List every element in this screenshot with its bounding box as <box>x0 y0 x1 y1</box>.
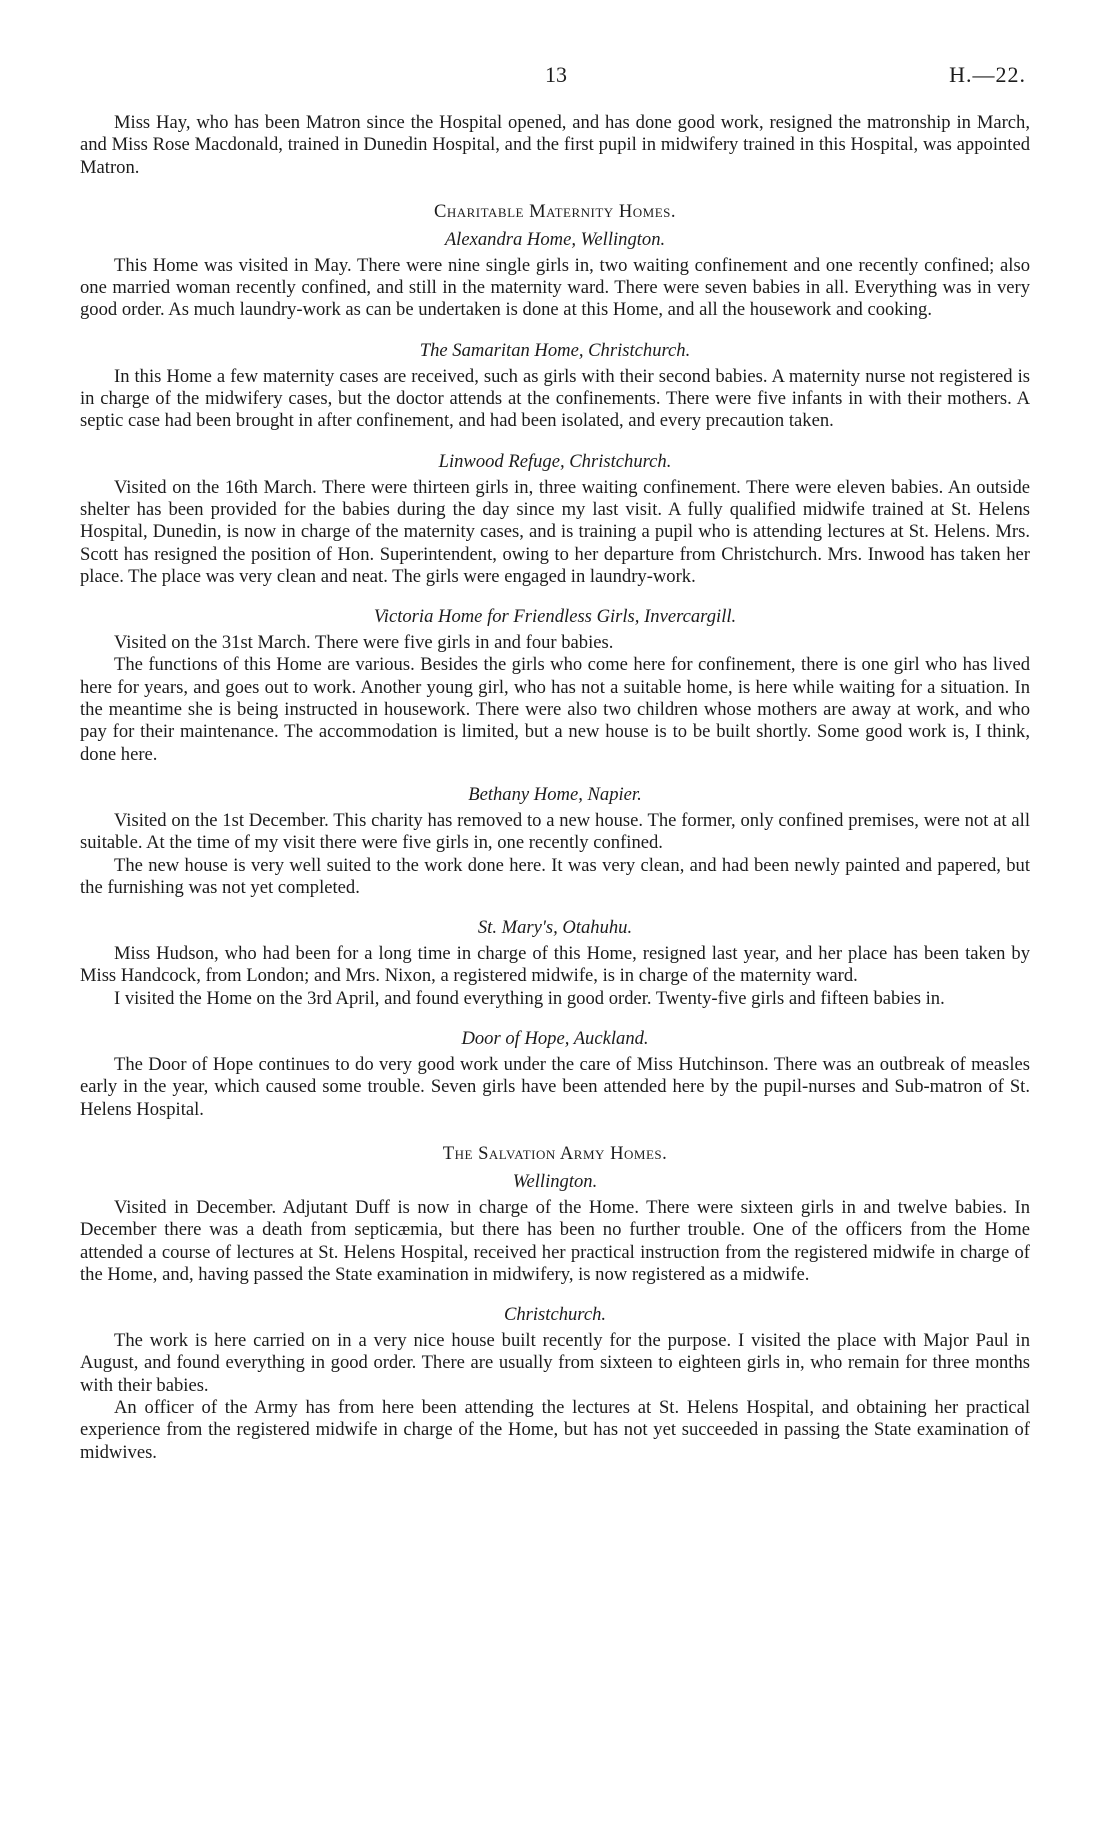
paragraph-bethany-home-2: The new house is very well suited to the work done here. It was very clean, and had been newly painted and papered, but the furnishing was not yet completed. <box>80 854 1030 898</box>
paragraph-salvation-christchurch-2: An officer of the Army has from here been attending the lectures at St. Helens Hospital, and obtaining her practical experience from the registered midwife in charge of the Home, but has not yet succeeded in passing the State examination of midwives. <box>80 1396 1030 1463</box>
subheading-door-of-hope: Door of Hope, Auckland. <box>461 1028 649 1050</box>
subheading-victoria-home: Victoria Home for Friendless Girls, Invercargill. <box>373 606 737 628</box>
paragraph-samaritan-home: In this Home a few maternity cases are received, such as girls with their second babies. A maternity nurse not registered is in charge of the midwifery cases, but the doctor attends at the confinements. There were five infants in with their mothers. A septic case had been brought in after confinement, and had been isolated, and every precaution taken. <box>80 365 1030 432</box>
section-heading-charitable-maternity-homes: Charitable Maternity Homes. <box>433 200 677 222</box>
paragraph-salvation-christchurch-1: The work is here carried on in a very nice house built recently for the purpose. I visited the place with Major Paul in August, and found everything in good order. There are usually from sixteen to eighteen girls in, who remain for three months with their babies. <box>80 1330 1030 1396</box>
document-reference: H.—22. <box>949 62 1026 87</box>
paragraph-st-marys-2: I visited the Home on the 3rd April, and found everything in good order. Twenty-five girls and fifteen babies in. <box>114 987 945 1009</box>
paragraph-salvation-wellington: Visited in December. Adjutant Duff is now in charge of the Home. There were sixteen girls in and twelve babies. In December there was a death from septicæmia, but there has been no further trouble. One of the officers from the Home attended a course of lectures at St. Helens Hospital, received her practical instruction from the registered midwife in charge of the Home, and, having passed the State examination in midwifery, is now registered as a midwife. <box>80 1196 1030 1285</box>
page-number: 13 <box>545 62 567 87</box>
page-header <box>0 62 1114 92</box>
subheading-bethany-home: Bethany Home, Napier. <box>468 783 642 805</box>
subheading-alexandra-home: Alexandra Home, Wellington. <box>444 228 666 250</box>
paragraph-st-marys-1: Miss Hudson, who had been for a long time in charge of this Home, resigned last year, and her place has been taken by Miss Handcock, from London; and Mrs. Nixon, a registered midwife, is in charge of the maternity ward. <box>80 943 1030 987</box>
paragraph-door-of-hope: The Door of Hope continues to do very good work under the care of Miss Hutchinson. There was an outbreak of measles early in the year, which caused some trouble. Seven girls have been attended here by the pupil-nurses and Sub-matron of St. Helens Hospital. <box>80 1054 1030 1120</box>
paragraph-victoria-home-1: Visited on the 31st March. There were five girls in and four babies. <box>114 632 614 654</box>
paragraph-victoria-home-2: The functions of this Home are various. Besides the girls who come here for confinement, there is one girl who has lived here for years, and goes out to work. Another young girl, who has not a suitable home, is here while waiting for a situation. In the meantime she is being instructed in housework. There were also two children whose mothers are away at work, and who pay for their maintenance. The accommodation is limited, but a new house is to be built shortly. Some good work is, I think, done here. <box>80 654 1030 765</box>
subheading-salvation-wellington: Wellington. <box>512 1170 598 1192</box>
paragraph-bethany-home-1: Visited on the 1st December. This charity has removed to a new house. The former, only confined premises, were not at all suitable. At the time of my visit there were five girls in, one recently confined. <box>80 809 1030 854</box>
subheading-samaritan-home: The Samaritan Home, Christchurch. <box>419 339 691 361</box>
paragraph-alexandra-home: This Home was visited in May. There were nine single girls in, two waiting confinement and one recently confined; also one married woman recently confined, and still in the maternity ward. There were seven babies in all. Everything was in very good order. As much laundry-work as can be undertaken is done at this Home, and all the housework and cooking. <box>80 254 1030 321</box>
subheading-st-marys: St. Mary's, Otahuhu. <box>477 917 633 939</box>
paragraph-linwood-refuge: Visited on the 16th March. There were thirteen girls in, three waiting confinement. There were eleven babies. An outside shelter has been provided for the babies during the day since my last visit. A fully qualified midwife trained at St. Helens Hospital, Dunedin, is now in charge of the maternity cases, and is training a pupil who is attending lectures at St. Helens. Mrs. Scott has resigned the position of Hon. Superintendent, owing to her departure from Christchurch. Mrs. Inwood has taken her place. The place was very clean and neat. The girls were engaged in laundry-work. <box>80 476 1030 587</box>
intro-paragraph: Miss Hay, who has been Matron since the Hospital opened, and has done good work, resigned the matronship in March, and Miss Rose Macdonald, trained in Dunedin Hospital, and the first pupil in midwifery trained in this Hospital, was appointed Matron. <box>80 112 1030 178</box>
page-body <box>80 112 1030 1464</box>
subheading-linwood-refuge: Linwood Refuge, Christchurch. <box>438 450 672 472</box>
section-heading-salvation-army-homes: The Salvation Army Homes. <box>442 1142 668 1164</box>
subheading-salvation-christchurch: Christchurch. <box>503 1304 607 1326</box>
